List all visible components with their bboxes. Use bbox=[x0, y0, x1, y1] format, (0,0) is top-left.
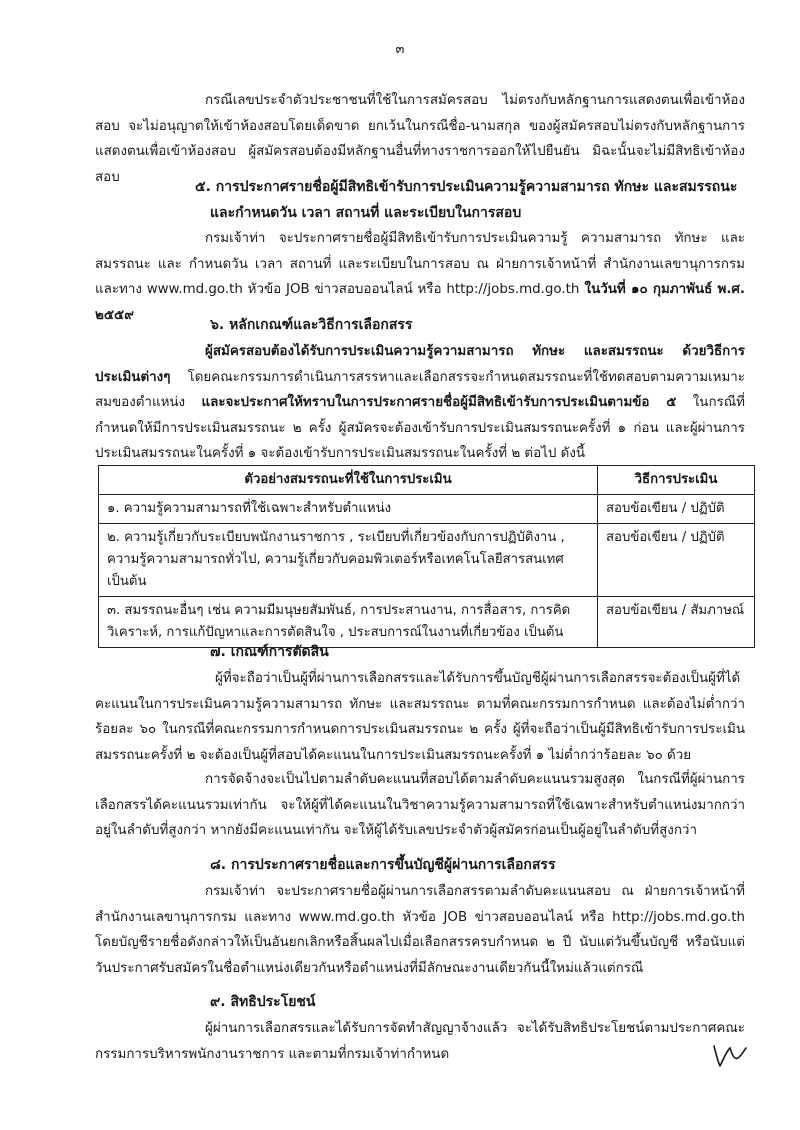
section-9-body: ผู้ผ่านการเลือกสรรและได้รับการจัดทำสัญญาจ้างแล้ว จะได้รับสิทธิประโยชน์ตามประกาศคณะกรรมการบริหารพนักงานราชการ และตามที่กรมเจ้าท่ากำหนด bbox=[95, 1021, 745, 1062]
table-header-competency: ตัวอย่างสมรรถนะที่ใช้ในการประเมิน bbox=[99, 466, 598, 495]
section-6-body bbox=[95, 339, 745, 467]
table-cell-method: สอบข้อเขียน / ปฏิบัติ bbox=[598, 524, 755, 597]
section-8-heading: ๘. การประกาศรายชื่อและการขึ้นบัญชีผู้ผ่านการเลือกสรร bbox=[210, 857, 556, 873]
section-6-lead: ผู้สมัครสอบต้องได้รับการประเมินความรู้ความสามารถ ทักษะ และสมรรถนะ ด้วยวิธีการประเมินต่างๆ bbox=[95, 344, 745, 385]
section-8-body: กรมเจ้าท่า จะประกาศรายชื่อผู้ผ่านการเลือกสรรตามลำดับคะแนนสอบ ณ ฝ่ายการเจ้าหน้าที่ สำนักงานเลขานุการกรม และทาง www.md.go.th หัวข้อ JOB ข่าวสอบออนไลน์ หรือ http://jobs.md.go.th โดยบัญชีรายชื่อดังกล่าวให้เป็นอันยกเลิกหรือสิ้นผลไปเมื่อเลือกสรรครบกำหนด ๒ ปี นับแต่วันขึ้นบัญชี หรือนับแต่วันประกาศรับสมัครในชื่อตำแหน่งเดียวกันหรือตำแหน่งที่มีลักษณะงานเดียวกันนี้ใหม่แล้วแต่กรณี bbox=[95, 884, 745, 976]
section-7-paragraph-1: ผู้ที่จะถือว่าเป็นผู้ที่ผ่านการเลือกสรรและได้รับการขึ้นบัญชีผู้ผ่านการเลือกสรรจะต้องเป็นผู้ที่ได้คะแนนในการประเมินความรู้ความสามารถ ทักษะ และสมรรถนะ ตามที่คณะกรรมการกำหนด และต้องไม่ต่ำกว่าร้อยละ ๖๐ ในกรณีที่คณะกรรมการกำหนดการประเมินสมรรถนะ ๒ ครั้ง ผู้ที่จะถือว่าเป็นผู้มีสิทธิเข้ารับการประเมินสมรรถนะครั้งที่ ๒ จะต้องเป็นผู้ที่สอบได้คะแนนในการประเมินสมรรถนะครั้งที่ ๑ ไม่ต่ำกว่าร้อยละ ๖๐ ด้วย bbox=[95, 671, 745, 763]
section-6-heading: ๖. หลักเกณฑ์และวิธีการเลือกสรร bbox=[210, 317, 413, 333]
competency-table bbox=[98, 465, 755, 648]
table-row bbox=[99, 524, 755, 597]
table-header-method: วิธีการประเมิน bbox=[598, 466, 755, 495]
table-row bbox=[99, 495, 755, 524]
table-cell-competency: ๓. สมรรถนะอื่นๆ เช่น ความมีมนุษยสัมพันธ์, การประสานงาน, การสื่อสาร, การคิดวิเคราะห์, การแก้ปัญหาและการตัดสินใจ , ประสบการณ์ในงานที่เกี่ยวข้อง เป็นต้น bbox=[99, 597, 598, 648]
section-6-bold: และจะประกาศให้ทราบในการประกาศรายชื่อผู้มีสิทธิเข้ารับการประเมินตามข้อ ๕ bbox=[201, 395, 677, 410]
table-cell-method: สอบข้อเขียน / สัมภาษณ์ bbox=[598, 597, 755, 648]
section-7-paragraph-2: การจัดจ้างจะเป็นไปตามลำดับคะแนนที่สอบได้ตามลำดับคะแนนรวมสูงสุด ในกรณีที่ผู้ผ่านการเลือกสรรได้คะแนนรวมเท่ากัน จะให้ผู้ที่ได้คะแนนในวิชาความรู้ความสามารถที่ใช้เฉพาะสำหรับตำแหน่งมากกว่าอยู่ในลำดับที่สูงกว่า หากยังมีคะแนนเท่ากัน จะให้ผู้ได้รับเลขประจำตัวผู้สมัครก่อนเป็นผู้อยู่ในลำดับที่สูงกว่า bbox=[95, 772, 745, 838]
section-5-text: กรมเจ้าท่า จะประกาศรายชื่อผู้มีสิทธิเข้ารับการประเมินความรู้ ความสามารถ ทักษะ และสมรรถนะ และ กำหนดวัน เวลา สถานที่ และระเบียบในการสอบ ณ ฝ่ายการเจ้าหน้าที่ สำนักงานเลขานุการกรม และทาง www.md.go.th หัวข้อ JOB ข่าวสอบออนไลน์ หรือ http://jobs.md.go.th bbox=[95, 231, 745, 297]
intro-paragraph: กรณีเลขประจำตัวประชาชนที่ใช้ในการสมัครสอบ ไม่ตรงกับหลักฐานการแสดงตนเพื่อเข้าห้องสอบ จะไม่อนุญาตให้เข้าห้องสอบโดยเด็ดขาด ยกเว้นในกรณีชื่อ-นามสกุล ของผู้สมัครสอบไม่ตรงกับหลักฐานการแสดงตนเพื่อเข้าห้องสอบ ผู้สมัครสอบต้องมีหลักฐานอื่นที่ทางราชการออกให้ไปยืนยัน มิฉะนั้นจะไม่มีสิทธิเข้าห้องสอบ bbox=[95, 93, 745, 185]
section-5-body bbox=[95, 226, 745, 328]
table-row bbox=[99, 597, 755, 648]
signature-mark bbox=[708, 1040, 748, 1070]
table-cell-competency: ๒. ความรู้เกี่ยวกับระเบียบพนักงานราชการ , ระเบียบที่เกี่ยวข้องกับการปฏิบัติงาน , ความรู้ความสามารถทั่วไป, ความรู้เกี่ยวกับคอมพิวเตอร์หรือเทคโนโลยีสารสนเทศ เป็นต้น bbox=[99, 524, 598, 597]
section-5-date: ในวันที่ ๑๐ กุมภาพันธ์ พ.ศ. ๒๕๕๙ bbox=[95, 282, 745, 323]
section-9-heading: ๙. สิทธิประโยชน์ bbox=[210, 994, 316, 1010]
section-5-heading: ๕. การประกาศรายชื่อผู้มีสิทธิเข้ารับการประเมินความรู้ความสามารถ ทักษะ และสมรรถนะ และกำหนดวัน เวลา สถานที่ และระเบียบในการสอบ bbox=[195, 179, 738, 221]
table-cell-competency: ๑. ความรู้ความสามารถที่ใช้เฉพาะสำหรับตำแหน่ง bbox=[99, 495, 598, 524]
section-7-heading: ๗. เกณฑ์การตัดสิน bbox=[210, 644, 329, 660]
section-6-text-1: โดยคณะกรรมการดำเนินการสรรหาและเลือกสรรจะกำหนดสมรรถนะที่ใช้ทดสอบตามความเหมาะสมของตำแหน่ง bbox=[95, 369, 745, 410]
table-cell-method: สอบข้อเขียน / ปฏิบัติ bbox=[598, 495, 755, 524]
page-number: ๓ bbox=[395, 42, 405, 57]
section-6-text-2: ในกรณีที่กำหนดให้มีการประเมินสมรรถนะ ๒ ครั้ง ผู้สมัครจะต้องเข้ารับการประเมินสมรรถนะครั้งที่ ๑ ก่อน และผู้ผ่านการประเมินสมรรถนะในครั้งที่ ๑ จะต้องเข้ารับการประเมินสมรรถนะในครั้งที่ ๒ ต่อไป ดังนี้ bbox=[95, 395, 746, 461]
table-header-row bbox=[99, 466, 755, 495]
